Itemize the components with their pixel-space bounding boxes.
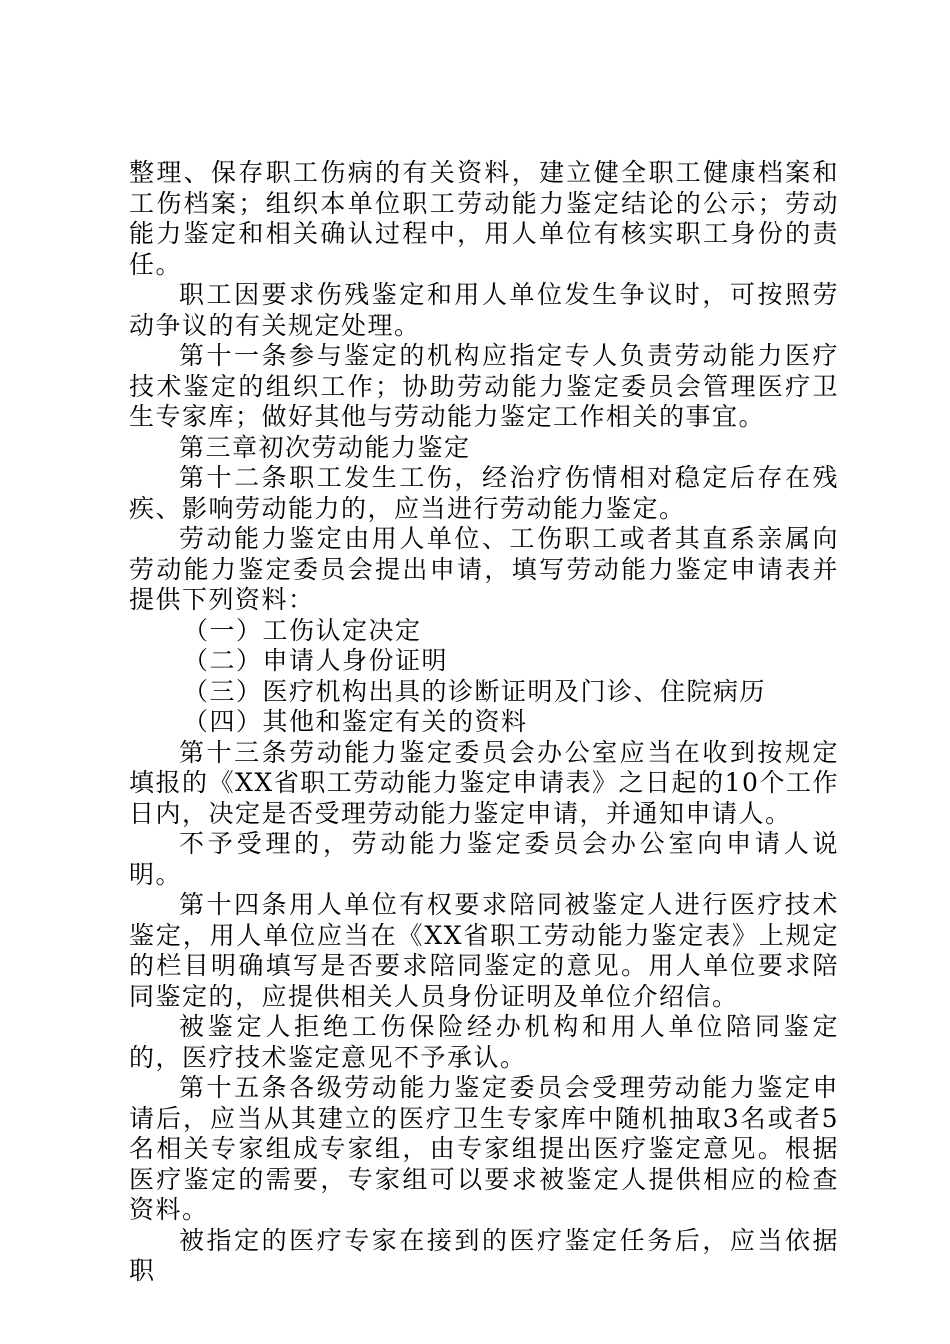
article-13: 第十三条劳动能力鉴定委员会办公室应当在收到按规定填报的《XX省职工劳动能力鉴定申请表》之日起的10个工作日内，决定是否受理劳动能力鉴定申请，并通知申请人。 [129,737,839,828]
paragraph-experts: 被指定的医疗专家在接到的医疗鉴定任务后，应当依据职 [129,1225,839,1285]
list-item: （三）医疗机构出具的诊断证明及门诊、住院病历 [183,676,767,706]
list-item: （一）工伤认定决定 [183,615,422,645]
list-item: （二）申请人身份证明 [183,646,449,675]
paragraph-refusal: 被鉴定人拒绝工伤保险经办机构和用人单位陪同鉴定的，医疗技术鉴定意见不予承认。 [129,1012,839,1072]
list-item: （四）其他和鉴定有关的资料 [183,707,528,736]
paragraph-application: 劳动能力鉴定由用人单位、工伤职工或者其直系亲属向劳动能力鉴定委员会提出申请，填写劳动能力鉴定申请表并提供下列资料： [129,524,839,614]
article-12: 第十二条职工发生工伤，经治疗伤情相对稳定后存在残疾、影响劳动能力的，应当进行劳动能力鉴定。 [129,463,839,523]
paragraph-dispute: 职工因要求伤残鉴定和用人单位发生争议时，可按照劳动争议的有关规定处理。 [129,280,839,340]
document-page [129,158,839,1287]
paragraph-rejection: 不予受理的，劳动能力鉴定委员会办公室向申请人说明。 [129,829,839,889]
article-15: 第十五条各级劳动能力鉴定委员会受理劳动能力鉴定申请后，应当从其建立的医疗卫生专家库中随机抽取3名或者5名相关专家组成专家组，由专家组提出医疗鉴定意见。根据医疗鉴定的需要，专家组可以要求被鉴定人提供相应的检查资料。 [129,1073,839,1224]
paragraph-continuation: 整理、保存职工伤病的有关资料，建立健全职工健康档案和工伤档案；组织本单位职工劳动能力鉴定结论的公示；劳动能力鉴定和相关确认过程中，用人单位有核实职工身份的责任。 [129,158,839,279]
article-11: 第十一条参与鉴定的机构应指定专人负责劳动能力医疗技术鉴定的组织工作；协助劳动能力鉴定委员会管理医疗卫生专家库；做好其他与劳动能力鉴定工作相关的事宜。 [129,341,839,431]
article-14: 第十四条用人单位有权要求陪同被鉴定人进行医疗技术鉴定，用人单位应当在《XX省职工劳动能力鉴定表》上规定的栏目明确填写是否要求陪同鉴定的意见。用人单位要求陪同鉴定的，应提供相关人员身份证明及单位介绍信。 [129,890,839,1011]
chapter-3-heading: 第三章初次劳动能力鉴定 [179,432,471,462]
